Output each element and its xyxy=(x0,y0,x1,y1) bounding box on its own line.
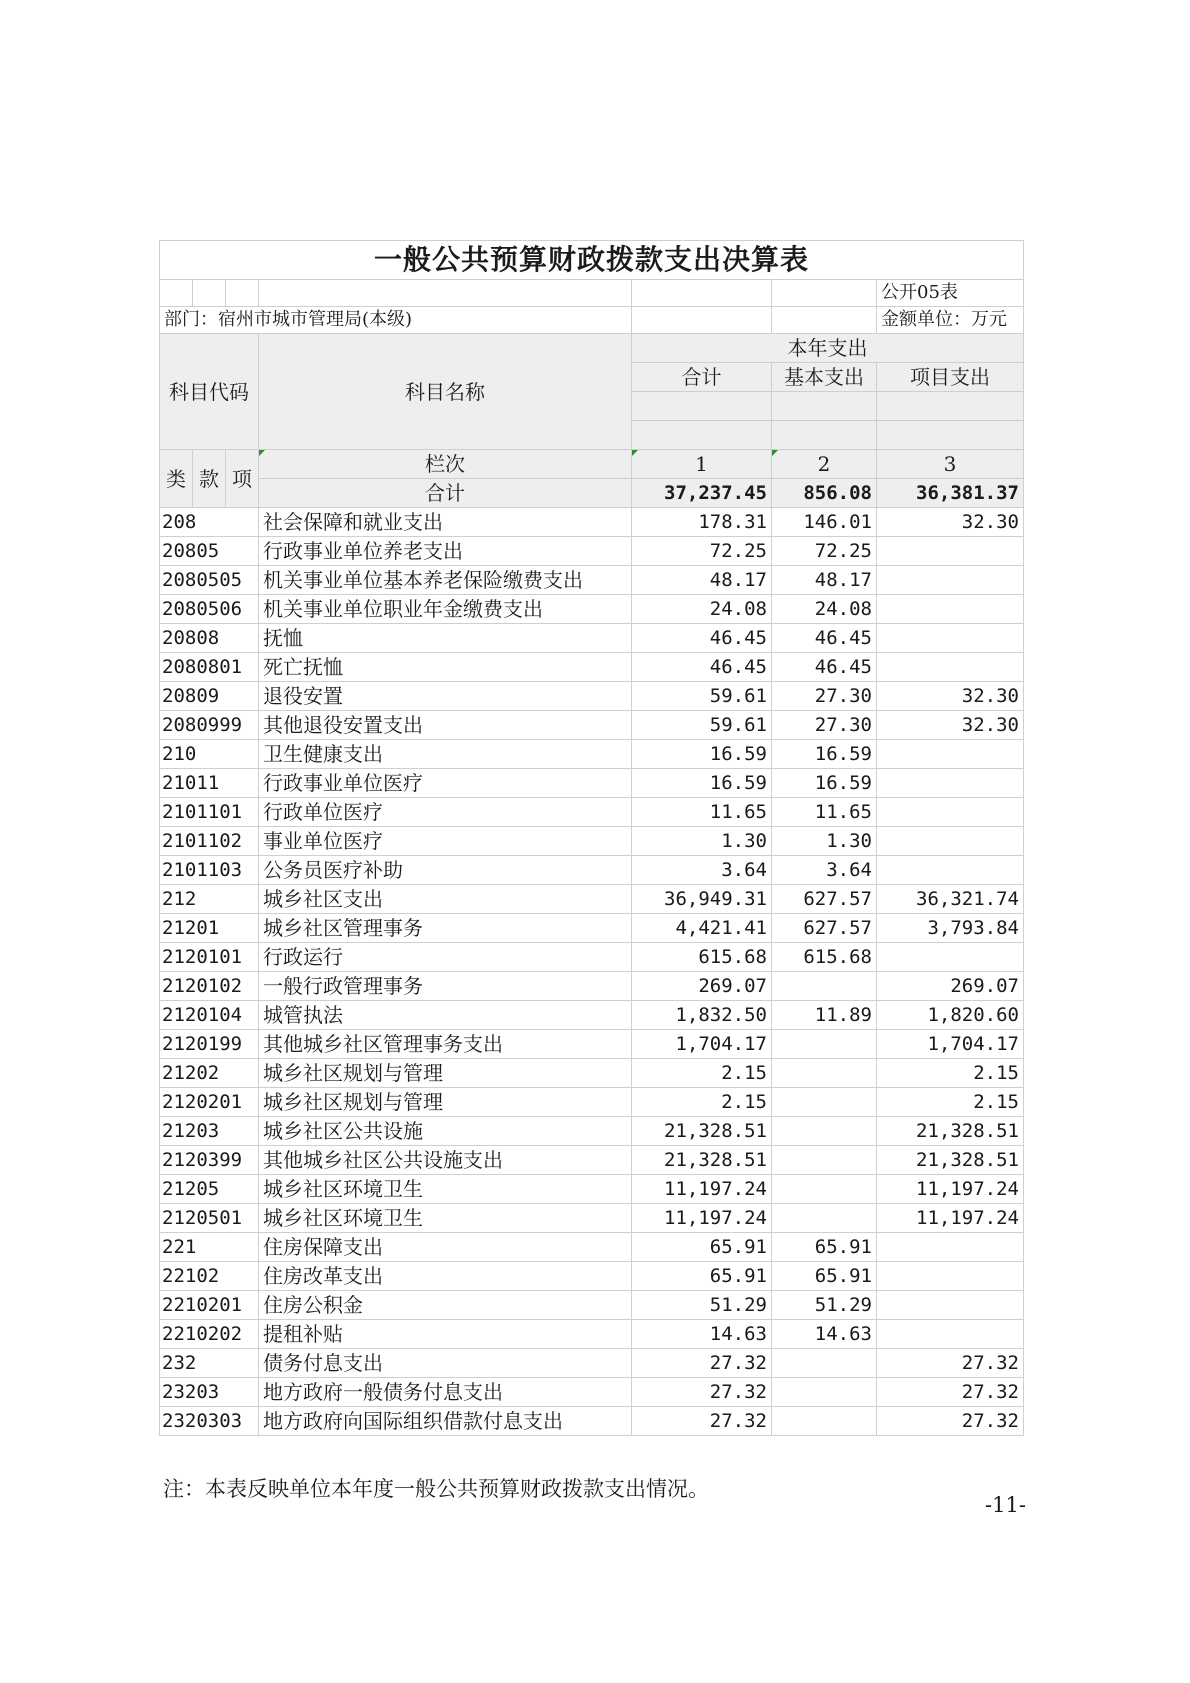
row-code: 2120101 xyxy=(160,943,259,972)
row-code: 2080801 xyxy=(160,653,259,682)
table-row xyxy=(160,1233,1024,1262)
row-name: 公务员医疗补助 xyxy=(259,856,632,885)
row-name: 城乡社区规划与管理 xyxy=(259,1059,632,1088)
row-name: 行政事业单位医疗 xyxy=(259,769,632,798)
row-project: 11,197.24 xyxy=(877,1204,1024,1233)
row-project xyxy=(877,595,1024,624)
row-project: 2.15 xyxy=(877,1088,1024,1117)
row-name: 退役安置 xyxy=(259,682,632,711)
header-xiang: 项 xyxy=(226,450,259,508)
table-row xyxy=(160,798,1024,827)
row-name: 死亡抚恤 xyxy=(259,653,632,682)
page-number: -11- xyxy=(985,1493,1026,1517)
row-basic: 46.45 xyxy=(772,624,877,653)
row-project: 27.32 xyxy=(877,1378,1024,1407)
table-row xyxy=(160,653,1024,682)
row-code: 2320303 xyxy=(160,1407,259,1436)
table-row xyxy=(160,1175,1024,1204)
row-name: 一般行政管理事务 xyxy=(259,972,632,1001)
row-name: 事业单位医疗 xyxy=(259,827,632,856)
table-row xyxy=(160,1059,1024,1088)
row-basic xyxy=(772,1030,877,1059)
table-note: 注：本表反映单位本年度一般公共预算财政拨款支出情况。 xyxy=(163,1477,709,1501)
table-row xyxy=(160,595,1024,624)
row-basic: 146.01 xyxy=(772,508,877,537)
row-project xyxy=(877,740,1024,769)
row-code: 2120201 xyxy=(160,1088,259,1117)
column-number-label: 栏次 xyxy=(259,450,632,479)
row-project: 32.30 xyxy=(877,711,1024,740)
row-total: 269.07 xyxy=(632,972,772,1001)
row-project: 32.30 xyxy=(877,682,1024,711)
row-code: 20805 xyxy=(160,537,259,566)
table-row xyxy=(160,537,1024,566)
row-name: 其他城乡社区公共设施支出 xyxy=(259,1146,632,1175)
row-name: 机关事业单位职业年金缴费支出 xyxy=(259,595,632,624)
row-code: 212 xyxy=(160,885,259,914)
row-total: 51.29 xyxy=(632,1291,772,1320)
row-total: 27.32 xyxy=(632,1349,772,1378)
row-basic: 16.59 xyxy=(772,769,877,798)
row-name: 机关事业单位基本养老保险缴费支出 xyxy=(259,566,632,595)
row-project xyxy=(877,653,1024,682)
row-code: 2210202 xyxy=(160,1320,259,1349)
row-total: 59.61 xyxy=(632,711,772,740)
row-name: 社会保障和就业支出 xyxy=(259,508,632,537)
row-total: 48.17 xyxy=(632,566,772,595)
table-row xyxy=(160,943,1024,972)
row-code: 2120102 xyxy=(160,972,259,1001)
row-code: 208 xyxy=(160,508,259,537)
row-code: 20808 xyxy=(160,624,259,653)
unit-label: 金额单位：万元 xyxy=(877,307,1024,334)
row-total: 65.91 xyxy=(632,1262,772,1291)
form-number: 公开05表 xyxy=(877,280,1024,307)
row-basic: 11.65 xyxy=(772,798,877,827)
row-name: 其他城乡社区管理事务支出 xyxy=(259,1030,632,1059)
row-project xyxy=(877,798,1024,827)
row-total: 72.25 xyxy=(632,537,772,566)
row-name: 地方政府向国际组织借款付息支出 xyxy=(259,1407,632,1436)
row-code: 21202 xyxy=(160,1059,259,1088)
table-row xyxy=(160,624,1024,653)
row-name: 城乡社区管理事务 xyxy=(259,914,632,943)
row-basic: 3.64 xyxy=(772,856,877,885)
table-row xyxy=(160,1320,1024,1349)
header-kuan: 款 xyxy=(193,450,226,508)
header-code: 科目代码 xyxy=(160,334,259,450)
row-total: 1,832.50 xyxy=(632,1001,772,1030)
row-total: 65.91 xyxy=(632,1233,772,1262)
row-basic: 27.30 xyxy=(772,711,877,740)
row-project xyxy=(877,769,1024,798)
row-project xyxy=(877,624,1024,653)
row-code: 2101102 xyxy=(160,827,259,856)
row-total: 16.59 xyxy=(632,740,772,769)
row-basic xyxy=(772,1117,877,1146)
header-total: 合计 xyxy=(632,363,772,392)
table-row xyxy=(160,885,1024,914)
header-lei: 类 xyxy=(160,450,193,508)
header-basic: 基本支出 xyxy=(772,363,877,392)
department-label: 部门：宿州市城市管理局(本级) xyxy=(160,307,632,334)
row-basic: 51.29 xyxy=(772,1291,877,1320)
row-project: 32.30 xyxy=(877,508,1024,537)
row-project xyxy=(877,856,1024,885)
row-code: 2120399 xyxy=(160,1146,259,1175)
row-total: 14.63 xyxy=(632,1320,772,1349)
row-basic xyxy=(772,1407,877,1436)
row-code: 22102 xyxy=(160,1262,259,1291)
row-total: 46.45 xyxy=(632,624,772,653)
row-code: 21011 xyxy=(160,769,259,798)
sum-label: 合计 xyxy=(259,479,632,508)
table-row xyxy=(160,1088,1024,1117)
row-basic xyxy=(772,1088,877,1117)
row-basic: 615.68 xyxy=(772,943,877,972)
row-name: 地方政府一般债务付息支出 xyxy=(259,1378,632,1407)
sum-project: 36,381.37 xyxy=(877,479,1024,508)
row-project: 1,820.60 xyxy=(877,1001,1024,1030)
row-code: 2080505 xyxy=(160,566,259,595)
table-row xyxy=(160,508,1024,537)
row-basic: 11.89 xyxy=(772,1001,877,1030)
row-project: 1,704.17 xyxy=(877,1030,1024,1059)
row-basic: 48.17 xyxy=(772,566,877,595)
table-row xyxy=(160,1001,1024,1030)
row-basic xyxy=(772,1059,877,1088)
expenditure-table xyxy=(159,240,1024,1436)
table-title: 一般公共预算财政拨款支出决算表 xyxy=(160,241,1024,280)
row-total: 46.45 xyxy=(632,653,772,682)
row-total: 11,197.24 xyxy=(632,1204,772,1233)
row-code: 21203 xyxy=(160,1117,259,1146)
row-name: 城乡社区环境卫生 xyxy=(259,1204,632,1233)
row-total: 11,197.24 xyxy=(632,1175,772,1204)
row-total: 59.61 xyxy=(632,682,772,711)
row-project xyxy=(877,1233,1024,1262)
header-annual: 本年支出 xyxy=(632,334,1024,363)
row-basic: 1.30 xyxy=(772,827,877,856)
row-project xyxy=(877,1262,1024,1291)
table-row xyxy=(160,1117,1024,1146)
table-row xyxy=(160,769,1024,798)
row-basic xyxy=(772,1204,877,1233)
column-number-1: 1 xyxy=(632,450,772,479)
row-name: 抚恤 xyxy=(259,624,632,653)
row-code: 23203 xyxy=(160,1378,259,1407)
header-name: 科目名称 xyxy=(259,334,632,450)
row-total: 27.32 xyxy=(632,1378,772,1407)
row-code: 2101103 xyxy=(160,856,259,885)
column-number-2: 2 xyxy=(772,450,877,479)
row-project xyxy=(877,943,1024,972)
row-code: 210 xyxy=(160,740,259,769)
row-name: 城乡社区规划与管理 xyxy=(259,1088,632,1117)
row-project xyxy=(877,566,1024,595)
row-name: 城乡社区支出 xyxy=(259,885,632,914)
table-row xyxy=(160,1378,1024,1407)
row-basic xyxy=(772,1378,877,1407)
row-name: 行政运行 xyxy=(259,943,632,972)
table-row xyxy=(160,972,1024,1001)
row-project: 36,321.74 xyxy=(877,885,1024,914)
row-total: 178.31 xyxy=(632,508,772,537)
row-basic: 627.57 xyxy=(772,914,877,943)
row-name: 城乡社区环境卫生 xyxy=(259,1175,632,1204)
row-total: 21,328.51 xyxy=(632,1117,772,1146)
sum-basic: 856.08 xyxy=(772,479,877,508)
table-row xyxy=(160,1204,1024,1233)
row-basic xyxy=(772,972,877,1001)
row-project: 21,328.51 xyxy=(877,1146,1024,1175)
row-total: 21,328.51 xyxy=(632,1146,772,1175)
header-project: 项目支出 xyxy=(877,363,1024,392)
table-row xyxy=(160,682,1024,711)
column-number-3: 3 xyxy=(877,450,1024,479)
row-project: 3,793.84 xyxy=(877,914,1024,943)
row-code: 21201 xyxy=(160,914,259,943)
row-basic: 627.57 xyxy=(772,885,877,914)
row-project xyxy=(877,1320,1024,1349)
table-row xyxy=(160,1030,1024,1059)
row-code: 20809 xyxy=(160,682,259,711)
row-basic xyxy=(772,1349,877,1378)
table-row xyxy=(160,1349,1024,1378)
row-code: 2080506 xyxy=(160,595,259,624)
row-code: 2210201 xyxy=(160,1291,259,1320)
table-row xyxy=(160,914,1024,943)
row-total: 11.65 xyxy=(632,798,772,827)
row-basic: 24.08 xyxy=(772,595,877,624)
row-code: 21205 xyxy=(160,1175,259,1204)
row-code: 221 xyxy=(160,1233,259,1262)
row-total: 3.64 xyxy=(632,856,772,885)
table-row xyxy=(160,740,1024,769)
row-project: 2.15 xyxy=(877,1059,1024,1088)
row-code: 2120501 xyxy=(160,1204,259,1233)
row-name: 住房改革支出 xyxy=(259,1262,632,1291)
row-basic: 65.91 xyxy=(772,1233,877,1262)
table-row xyxy=(160,1291,1024,1320)
row-code: 2120199 xyxy=(160,1030,259,1059)
table-row xyxy=(160,856,1024,885)
row-total: 2.15 xyxy=(632,1088,772,1117)
row-basic: 27.30 xyxy=(772,682,877,711)
row-basic xyxy=(772,1175,877,1204)
row-name: 行政事业单位养老支出 xyxy=(259,537,632,566)
row-total: 2.15 xyxy=(632,1059,772,1088)
row-name: 卫生健康支出 xyxy=(259,740,632,769)
table-row xyxy=(160,827,1024,856)
row-basic xyxy=(772,1146,877,1175)
row-name: 其他退役安置支出 xyxy=(259,711,632,740)
row-project: 269.07 xyxy=(877,972,1024,1001)
row-project: 27.32 xyxy=(877,1349,1024,1378)
sum-total: 37,237.45 xyxy=(632,479,772,508)
row-total: 1.30 xyxy=(632,827,772,856)
table-row xyxy=(160,1262,1024,1291)
row-code: 2101101 xyxy=(160,798,259,827)
row-total: 27.32 xyxy=(632,1407,772,1436)
row-total: 24.08 xyxy=(632,595,772,624)
table-row xyxy=(160,1407,1024,1436)
row-basic: 46.45 xyxy=(772,653,877,682)
row-name: 城管执法 xyxy=(259,1001,632,1030)
row-project xyxy=(877,537,1024,566)
row-basic: 14.63 xyxy=(772,1320,877,1349)
row-project xyxy=(877,827,1024,856)
row-basic: 72.25 xyxy=(772,537,877,566)
row-total: 1,704.17 xyxy=(632,1030,772,1059)
row-code: 232 xyxy=(160,1349,259,1378)
row-basic: 16.59 xyxy=(772,740,877,769)
row-total: 615.68 xyxy=(632,943,772,972)
table-row xyxy=(160,711,1024,740)
row-total: 16.59 xyxy=(632,769,772,798)
row-name: 行政单位医疗 xyxy=(259,798,632,827)
row-name: 债务付息支出 xyxy=(259,1349,632,1378)
row-code: 2120104 xyxy=(160,1001,259,1030)
row-project: 11,197.24 xyxy=(877,1175,1024,1204)
row-name: 住房公积金 xyxy=(259,1291,632,1320)
row-basic: 65.91 xyxy=(772,1262,877,1291)
row-name: 住房保障支出 xyxy=(259,1233,632,1262)
row-code: 2080999 xyxy=(160,711,259,740)
row-project xyxy=(877,1291,1024,1320)
row-name: 城乡社区公共设施 xyxy=(259,1117,632,1146)
table-row xyxy=(160,566,1024,595)
row-total: 36,949.31 xyxy=(632,885,772,914)
row-total: 4,421.41 xyxy=(632,914,772,943)
row-name: 提租补贴 xyxy=(259,1320,632,1349)
row-project: 27.32 xyxy=(877,1407,1024,1436)
table-row xyxy=(160,1146,1024,1175)
row-project: 21,328.51 xyxy=(877,1117,1024,1146)
